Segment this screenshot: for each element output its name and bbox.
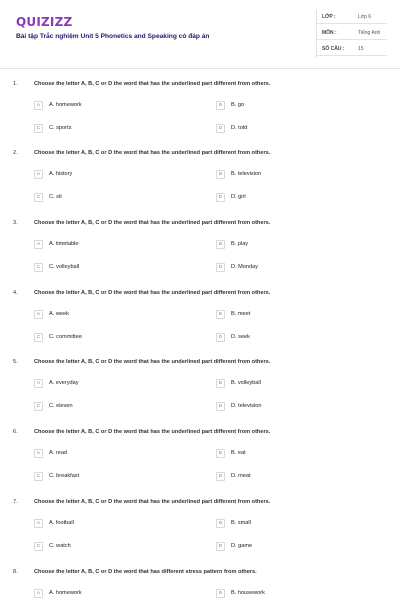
question-text: Choose the letter A, B, C or D the word that has the underlined part different from others. <box>34 429 271 435</box>
option-text: D. television <box>231 403 262 409</box>
meta-value: 15 <box>358 46 364 52</box>
option-letter-box[interactable]: B <box>216 310 225 319</box>
option-text: C. sit <box>49 194 62 200</box>
option-text: B. housework <box>231 590 265 596</box>
option-text: D. Monday <box>231 264 259 270</box>
option-text: D. girl <box>231 194 246 200</box>
meta-table <box>316 10 386 58</box>
option-text: A. everyday <box>49 380 79 386</box>
option-letter-box[interactable]: A <box>34 449 43 458</box>
meta-key: SỐ CÂU : <box>322 46 345 52</box>
question-text: Choose the letter A, B, C or D the word that has the underlined part different from others. <box>34 499 271 505</box>
option-text: C. watch <box>49 543 71 549</box>
option-text: A. read <box>49 450 68 456</box>
option-text: B. play <box>231 241 249 247</box>
option-letter-box[interactable]: B <box>216 449 225 458</box>
meta-row-class <box>317 10 387 24</box>
question-number: 5. <box>13 359 18 365</box>
question-5 <box>0 359 400 419</box>
option-letter-box[interactable]: D <box>216 402 225 411</box>
header-divider <box>0 68 400 69</box>
option-letter-box[interactable]: C <box>34 263 43 272</box>
option-letter-box[interactable]: A <box>34 170 43 179</box>
option-letter-box[interactable]: B <box>216 379 225 388</box>
option-text: C. volleyball <box>49 264 80 270</box>
question-number: 4. <box>13 290 18 296</box>
option-letter-box[interactable]: C <box>34 124 43 133</box>
option-text: A. week <box>49 311 69 317</box>
option-letter-box[interactable]: B <box>216 101 225 110</box>
question-text: Choose the letter A, B, C or D the word that has the underlined part different from others. <box>34 81 271 87</box>
question-8 <box>0 569 400 600</box>
meta-row-question-count <box>317 42 387 56</box>
option-letter-box[interactable]: A <box>34 240 43 249</box>
option-letter-box[interactable]: C <box>34 472 43 481</box>
question-number: 1. <box>13 81 18 87</box>
option-letter-box[interactable]: D <box>216 124 225 133</box>
option-text: B. meet <box>231 311 251 317</box>
option-letter-box[interactable]: A <box>34 310 43 319</box>
option-letter-box[interactable]: D <box>216 193 225 202</box>
question-number: 7. <box>13 499 18 505</box>
option-text: A. homework <box>49 102 82 108</box>
option-letter-box[interactable]: A <box>34 101 43 110</box>
option-letter-box[interactable]: D <box>216 263 225 272</box>
option-text: A. timetable <box>49 241 79 247</box>
option-text: C. breakfast <box>49 473 80 479</box>
document-title: Bài tập Trắc nghiệm Unit 5 Phonetics and Speaking có đáp án <box>16 33 210 40</box>
option-text: A. history <box>49 171 73 177</box>
question-text: Choose the letter A, B, C or D the word that has the underlined part different from others. <box>34 150 271 156</box>
option-text: D. game <box>231 543 253 549</box>
option-text: B. go <box>231 102 245 108</box>
option-letter-box[interactable]: B <box>216 519 225 528</box>
option-letter-box[interactable]: D <box>216 333 225 342</box>
option-text: D. meat <box>231 473 251 479</box>
question-text: Choose the letter A, B, C or D the word that has the underlined part different from others. <box>34 359 271 365</box>
question-4 <box>0 290 400 350</box>
meta-row-subject <box>317 26 387 40</box>
meta-value: Lớp 6 <box>358 14 372 20</box>
question-7 <box>0 499 400 559</box>
question-number: 6. <box>13 429 18 435</box>
option-letter-box[interactable]: A <box>34 589 43 598</box>
option-text: A. football <box>49 520 74 526</box>
option-text: B. volleyball <box>231 380 261 386</box>
option-text: B. small <box>231 520 251 526</box>
option-letter-box[interactable]: D <box>216 542 225 551</box>
meta-key: LỚP : <box>322 14 336 20</box>
question-number: 3. <box>13 220 18 226</box>
question-1 <box>0 81 400 141</box>
option-letter-box[interactable]: A <box>34 519 43 528</box>
option-letter-box[interactable]: C <box>34 542 43 551</box>
option-text: D. told <box>231 125 248 131</box>
question-3 <box>0 220 400 280</box>
option-letter-box[interactable]: C <box>34 333 43 342</box>
option-letter-box[interactable]: B <box>216 170 225 179</box>
option-text: B. television <box>231 171 262 177</box>
option-text: C. sports <box>49 125 72 131</box>
meta-value: Tiếng Anh <box>358 30 381 36</box>
option-text: B. eat <box>231 450 246 456</box>
option-letter-box[interactable]: C <box>34 402 43 411</box>
question-text: Choose the letter A, B, C or D the word that has the underlined part different from others. <box>34 290 271 296</box>
question-6 <box>0 429 400 489</box>
option-text: D. seek <box>231 334 250 340</box>
question-text: Choose the letter A, B, C or D the word that has different stress pattern from others. <box>34 569 257 575</box>
option-letter-box[interactable]: D <box>216 472 225 481</box>
question-number: 2. <box>13 150 18 156</box>
document-header <box>0 0 400 70</box>
option-text: A. homework <box>49 590 82 596</box>
question-2 <box>0 150 400 210</box>
option-text: C. committee <box>49 334 82 340</box>
quizizz-logo: QUIZIZZ <box>16 15 73 29</box>
option-letter-box[interactable]: B <box>216 240 225 249</box>
question-text: Choose the letter A, B, C or D the word that has the underlined part different from others. <box>34 220 271 226</box>
meta-key: MÔN : <box>322 30 337 36</box>
option-letter-box[interactable]: A <box>34 379 43 388</box>
option-letter-box[interactable]: C <box>34 193 43 202</box>
option-letter-box[interactable]: B <box>216 589 225 598</box>
question-number: 8. <box>13 569 18 575</box>
option-text: C. eleven <box>49 403 73 409</box>
